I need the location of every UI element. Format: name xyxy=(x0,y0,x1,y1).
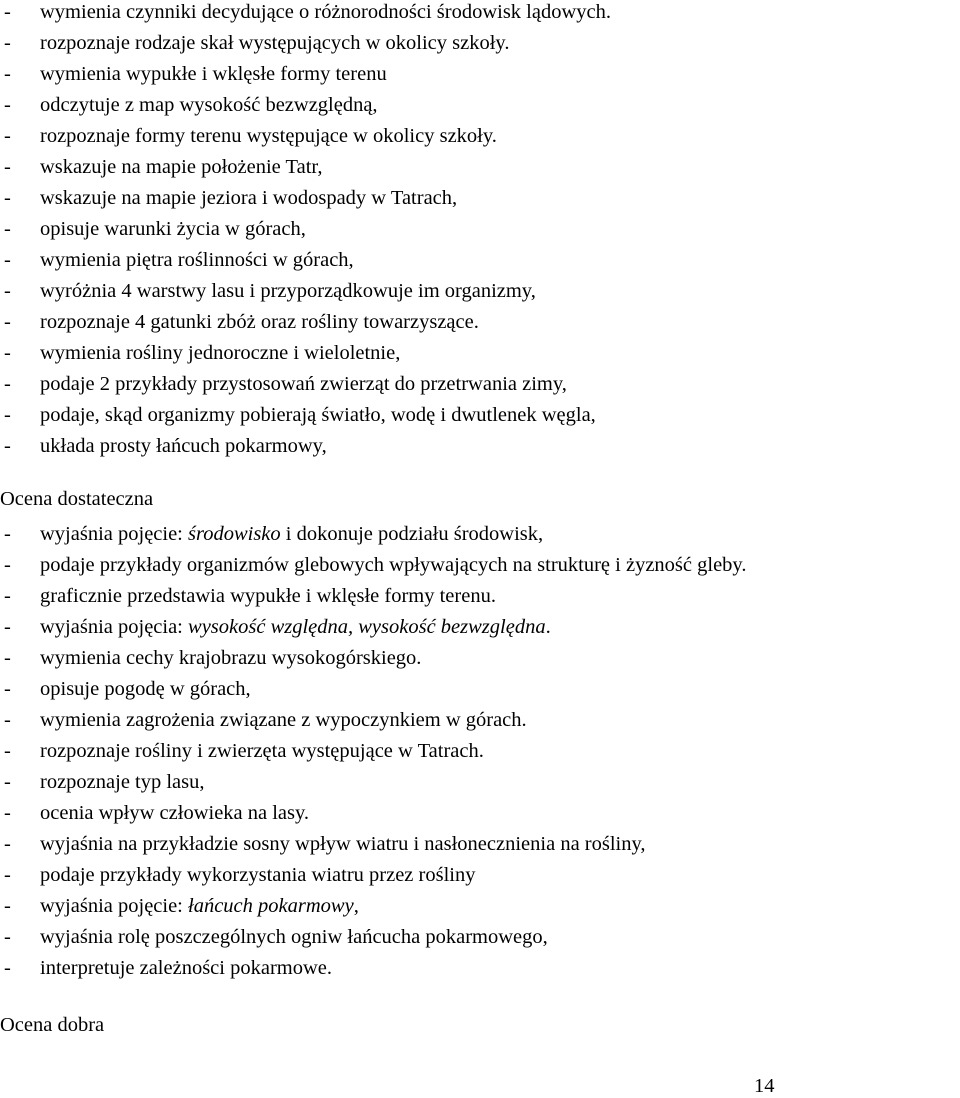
italic-term: środowisko xyxy=(188,523,281,545)
bullet-dash: - xyxy=(4,187,11,209)
bullet-dash: - xyxy=(4,864,11,886)
list-item-text: wymienia zagrożenia związane z wypoczynkiem w górach. xyxy=(40,709,527,731)
bullet-dash: - xyxy=(4,249,11,271)
list-item-text: rozpoznaje 4 gatunki zbóż oraz rośliny towarzyszące. xyxy=(40,311,479,333)
list-item-text: wskazuje na mapie położenie Tatr, xyxy=(40,156,323,178)
bullet-dash: - xyxy=(4,404,11,426)
bullet-dash: - xyxy=(4,740,11,762)
list-item-text: wymienia piętra roślinności w górach, xyxy=(40,249,354,271)
list-item-text: wymienia wypukłe i wklęsłe formy terenu xyxy=(40,63,387,85)
text-segment: . xyxy=(545,616,551,638)
list-item-text: rozpoznaje typ lasu, xyxy=(40,771,205,793)
bullet-dash: - xyxy=(4,554,11,576)
bullet-dash: - xyxy=(4,32,11,54)
section-heading-dostateczna: Ocena dostateczna xyxy=(0,488,154,510)
list-item-text: podaje, skąd organizmy pobierają światło, wodę i dwutlenek węgla, xyxy=(40,404,596,426)
list-item-text: wskazuje na mapie jeziora i wodospady w Tatrach, xyxy=(40,187,458,209)
list-item-text: wymienia rośliny jednoroczne i wieloletnie, xyxy=(40,342,401,364)
list-item-text: układa prosty łańcuch pokarmowy, xyxy=(40,435,327,457)
bullet-dash: - xyxy=(4,802,11,824)
list-item-text xyxy=(40,894,359,918)
bullet-dash: - xyxy=(4,63,11,85)
list-item-text: wyróżnia 4 warstwy lasu i przyporządkowuje im organizmy, xyxy=(40,280,536,302)
bullet-dash: - xyxy=(4,218,11,240)
text-segment: , xyxy=(353,895,359,917)
list-item-text: rozpoznaje rodzaje skał występujących w okolicy szkoły. xyxy=(40,32,510,54)
bullet-dash: - xyxy=(4,1,11,23)
bullet-dash: - xyxy=(4,311,11,333)
bullet-dash: - xyxy=(4,125,11,147)
list-item-text: wyjaśnia rolę poszczególnych ogniw łańcucha pokarmowego, xyxy=(40,926,548,948)
text-segment: wyjaśnia pojęcia: xyxy=(40,616,189,638)
bullet-dash: - xyxy=(4,585,11,607)
bullet-dash: - xyxy=(4,523,11,545)
list-item-text: ocenia wpływ człowieka na lasy. xyxy=(40,802,310,824)
bullet-dash: - xyxy=(4,647,11,669)
page-number: 14 xyxy=(754,1075,775,1097)
section-heading-dobra: Ocena dobra xyxy=(0,1014,105,1036)
bullet-dash: - xyxy=(4,435,11,457)
list-item-text: wyjaśnia na przykładzie sosny wpływ wiatru i nasłonecznienia na rośliny, xyxy=(40,833,646,855)
italic-term: wysokość względna, wysokość bezwzględna xyxy=(188,616,546,638)
list-item-text: odczytuje z map wysokość bezwzględną, xyxy=(40,94,378,116)
bullet-dash: - xyxy=(4,957,11,979)
bullet-dash: - xyxy=(4,280,11,302)
list-item-text xyxy=(40,522,543,546)
bullet-dash: - xyxy=(4,373,11,395)
bullet-dash: - xyxy=(4,678,11,700)
bullet-dash: - xyxy=(4,156,11,178)
list-item-text: rozpoznaje formy terenu występujące w okolicy szkoły. xyxy=(40,125,497,147)
bullet-dash: - xyxy=(4,926,11,948)
list-item-text: rozpoznaje rośliny i zwierzęta występujące w Tatrach. xyxy=(40,740,484,762)
text-segment: wyjaśnia pojęcie: xyxy=(40,895,189,917)
list-item-text: opisuje warunki życia w górach, xyxy=(40,218,306,240)
bullet-dash: - xyxy=(4,895,11,917)
list-item-text: wymienia cechy krajobrazu wysokogórskiego. xyxy=(40,647,422,669)
bullet-dash: - xyxy=(4,771,11,793)
bullet-dash: - xyxy=(4,94,11,116)
list-item-text: podaje przykłady organizmów glebowych wpływających na strukturę i żyzność gleby. xyxy=(40,554,747,576)
text-segment: i dokonuje podziału środowisk, xyxy=(280,523,544,545)
list-item-text: graficznie przedstawia wypukłe i wklęsłe formy terenu. xyxy=(40,585,496,607)
bullet-dash: - xyxy=(4,833,11,855)
list-item-text: podaje przykłady wykorzystania wiatru przez rośliny xyxy=(40,864,476,886)
text-segment: wyjaśnia pojęcie: xyxy=(40,523,189,545)
bullet-dash: - xyxy=(4,709,11,731)
bullet-dash: - xyxy=(4,616,11,638)
list-item-text: podaje 2 przykłady przystosowań zwierząt do przetrwania zimy, xyxy=(40,373,567,395)
list-item-text xyxy=(40,615,551,639)
list-item-text: opisuje pogodę w górach, xyxy=(40,678,251,700)
list-item-text: wymienia czynniki decydujące o różnorodności środowisk lądowych. xyxy=(40,1,611,23)
italic-term: łańcuch pokarmowy xyxy=(188,895,354,917)
list-item-text: interpretuje zależności pokarmowe. xyxy=(40,957,332,979)
bullet-dash: - xyxy=(4,342,11,364)
